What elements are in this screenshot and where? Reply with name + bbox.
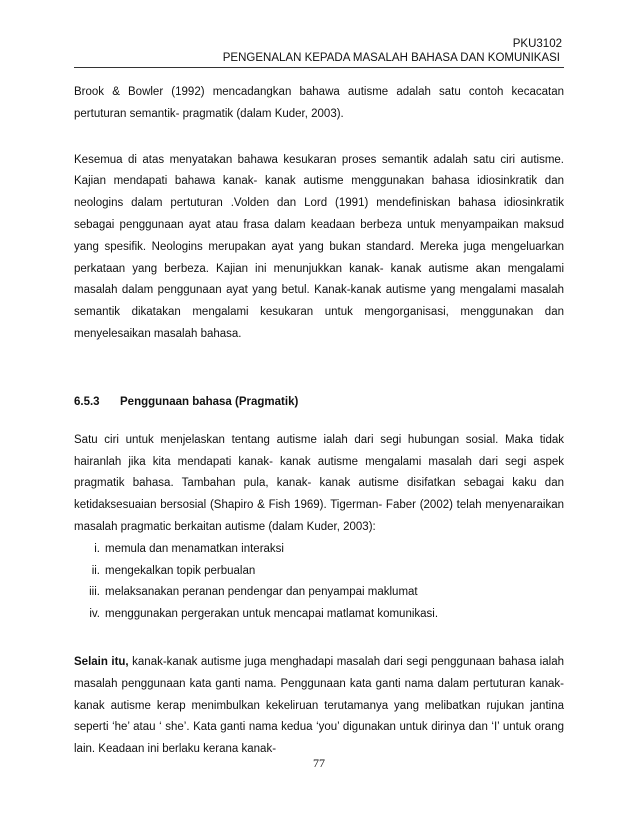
paragraph-body: kanak-kanak autisme juga menghadapi masalah dari segi penggunaan bahasa ialah masalah penggunaan kata ganti nama. Penggunaan kata ganti nama dalam pertuturan kanak- kanak autisme kerap menimbulkan kekeliruan terutamanya yang melibatkan rujukan jantina seperti ‘he’ atau ‘ she’. Kata ganti nama kedua ‘you’ digunakan untuk dirinya dan ‘I’ untuk orang lain. Keadaan ini berlaku kerana kanak- xyxy=(74,655,564,756)
page-number: 77 xyxy=(313,756,325,770)
list-marker: i. xyxy=(94,542,100,555)
list-marker: ii. xyxy=(91,564,100,577)
document-body xyxy=(74,82,564,761)
section-number: 6.5.3 xyxy=(74,395,100,408)
section-heading xyxy=(74,392,564,412)
header-course-code: PKU3102 xyxy=(512,38,562,50)
list-marker: iii. xyxy=(89,586,100,599)
paragraph-pronoun-usage xyxy=(74,652,564,761)
paragraph-lead: Selain itu, xyxy=(74,655,129,668)
paragraph-pragmatic-intro: Satu ciri untuk menjelaskan tentang autisme ialah dari segi hubungan sosial. Maka tidak hairanlah jika kita mendapati kanak- kanak autisme mengalami masalah dari segi aspek pragmatik bahasa. Tambahan pula, kanak- kanak autisme disifatkan sebagai kaku dan ketidaksesuaian bersosial (Shapiro & Fish 1969). Tigerman- Faber (2002) telah menyenaraikan masalah pragmatic berkaitan autisme (dalam Kuder, 2003): xyxy=(74,433,564,533)
list-item-text: menggunakan pergerakan untuk mencapai matlamat komunikasi. xyxy=(105,608,439,621)
list-item xyxy=(74,539,564,561)
paragraph-brook-bowler: Brook & Bowler (1992) mencadangkan bahawa autisme adalah satu contoh kecacatan pertuturan semantik- pragmatik (dalam Kuder, 2003). xyxy=(74,86,564,120)
list-item xyxy=(74,582,564,604)
list-item xyxy=(74,604,564,626)
pragmatic-problem-list xyxy=(74,539,564,626)
header-divider xyxy=(74,67,564,68)
header-course-title: PENGENALAN KEPADA MASALAH BAHASA DAN KOMUNIKASI xyxy=(222,52,560,64)
list-item xyxy=(74,561,564,583)
paragraph-semantic-difficulty: Kesemua di atas menyatakan bahawa kesukaran proses semantik adalah satu ciri autisme. Kajian mendapati bahawa kanak- kanak autisme menggunakan bahasa idiosinkratik dan neologins dalam pertuturan .Volden dan Lord (1991) mendefiniskan bahasa idiosinkratik sebagai penggunaan ayat atau frasa dalam keadaan berbeza untuk menyampaikan maksud yang spesifik. Neologins merupakan ayat yang bukan standard. Mereka juga mengeluarkan perkataan yang berbeza. Kajian ini menunjukkan kanak- kanak autisme akan mengalami masalah dalam penggunaan ayat yang betul. Kanak-kanak autisme yang mengalami masalah semantik dikatakan mengalami kesukaran untuk mengorganisasi, menggunakan dan menyelesaikan masalah bahasa. xyxy=(74,153,564,340)
list-item-text: mengekalkan topik perbualan xyxy=(105,564,256,577)
list-item-text: memula dan menamatkan interaksi xyxy=(105,542,284,555)
list-item-text: melaksanakan peranan pendengar dan penyampai maklumat xyxy=(105,586,418,599)
list-marker: iv. xyxy=(89,608,100,621)
section-title: Penggunaan bahasa (Pragmatik) xyxy=(120,395,299,408)
